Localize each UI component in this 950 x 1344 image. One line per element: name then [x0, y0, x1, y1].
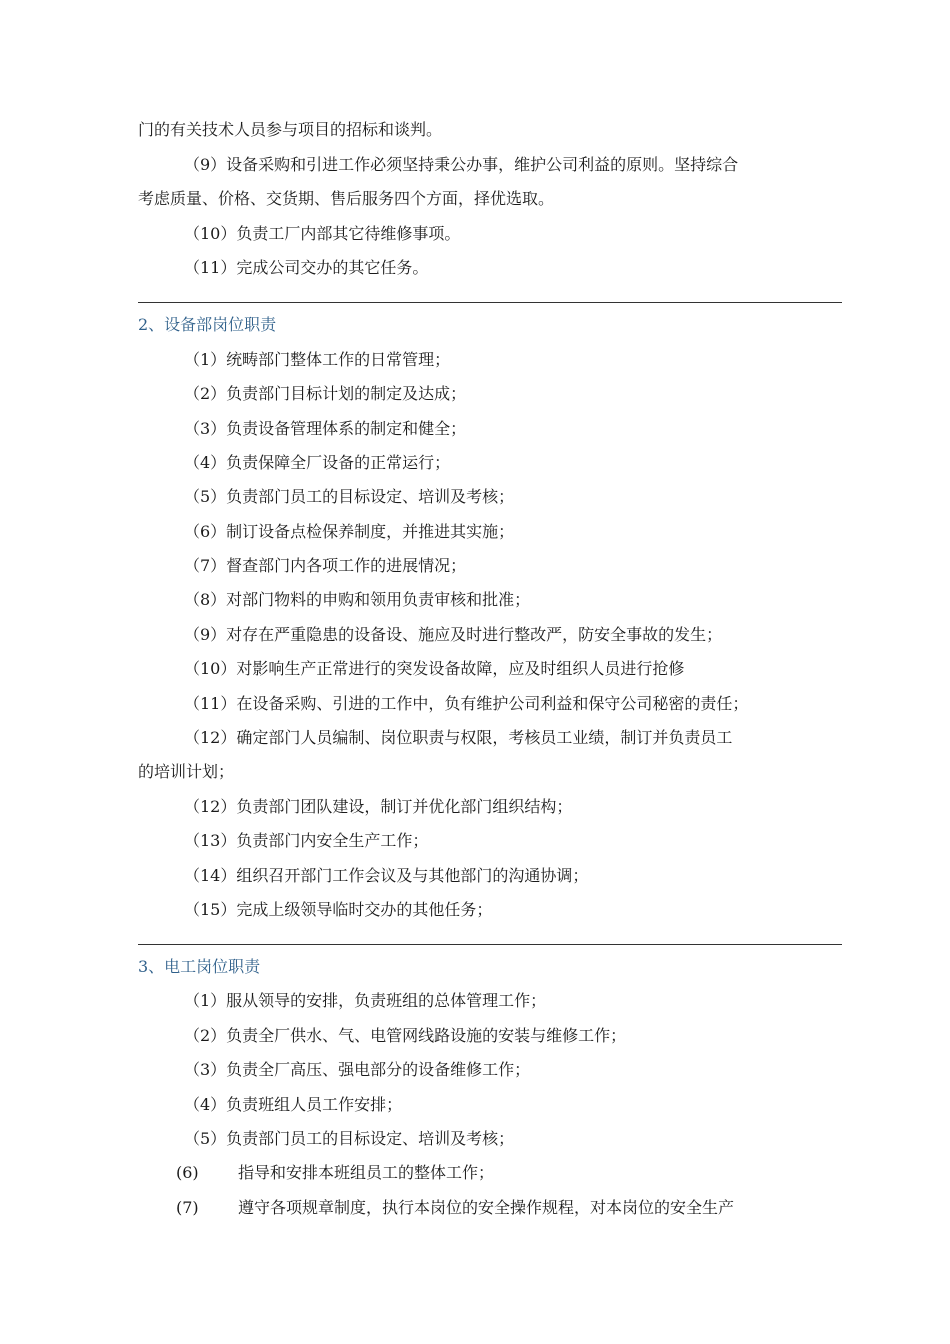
list-item: （5）负责部门员工的目标设定、培训及考核；	[184, 1129, 515, 1148]
list-item: （12）负责部门团队建设，制订并优化部门组织结构；	[184, 797, 573, 816]
numbered-item	[176, 1198, 734, 1218]
list-item: （15）完成上级领导临时交办的其他任务；	[184, 900, 493, 919]
list-item: （1）服从领导的安排，负责班组的总体管理工作；	[184, 991, 547, 1010]
item-text: 指导和安排本班组员工的整体工作；	[238, 1163, 495, 1182]
list-item: （13）负责部门内安全生产工作；	[184, 831, 429, 850]
list-item: （6）制订设备点检保养制度，并推进其实施；	[184, 522, 515, 541]
list-item: （3）负责全厂高压、强电部分的设备维修工作；	[184, 1060, 531, 1079]
paragraph-line: 门的有关技术人员参与项目的招标和谈判。	[138, 120, 443, 139]
paragraph-line: （10）负责工厂内部其它待维修事项。	[184, 224, 461, 243]
list-item: （7）督查部门内各项工作的进展情况；	[184, 556, 467, 575]
item-number: (7)	[176, 1198, 199, 1217]
section-divider	[138, 944, 842, 945]
list-item-continuation: 的培训计划；	[138, 762, 235, 781]
section-heading: 3、电工岗位职责	[138, 957, 261, 976]
list-item: （3）负责设备管理体系的制定和健全；	[184, 419, 467, 438]
list-item: （2）负责全厂供水、气、电管网线路设施的安装与维修工作；	[184, 1026, 627, 1045]
list-item: （14）组织召开部门工作会议及与其他部门的沟通协调；	[184, 866, 589, 885]
item-text: 遵守各项规章制度，执行本岗位的安全操作规程，对本岗位的安全生产	[238, 1198, 735, 1217]
section-divider	[138, 302, 842, 303]
list-item: （5）负责部门员工的目标设定、培训及考核；	[184, 487, 515, 506]
list-item: （9）对存在严重隐患的设备设、施应及时进行整改严，防安全事故的发生；	[184, 625, 723, 644]
list-item: （10）对影响生产正常进行的突发设备故障，应及时组织人员进行抢修	[184, 659, 685, 678]
list-item: （1）统畴部门整体工作的日常管理；	[184, 350, 451, 369]
paragraph-line: （11）完成公司交办的其它任务。	[184, 258, 429, 277]
item-number: (6)	[176, 1163, 199, 1182]
list-item: （8）对部门物料的申购和领用负责审核和批准；	[184, 590, 531, 609]
paragraph-line: 考虑质量、价格、交货期、售后服务四个方面，择优选取。	[138, 189, 555, 208]
list-item: （12）确定部门人员编制、岗位职责与权限，考核员工业绩，制订并负责员工	[184, 728, 733, 747]
section-heading: 2、设备部岗位职责	[138, 315, 277, 334]
numbered-item	[176, 1163, 494, 1183]
list-item: （4）负责保障全厂设备的正常运行；	[184, 453, 451, 472]
paragraph-line: （9）设备采购和引进工作必须坚持秉公办事，维护公司利益的原则。坚持综合	[184, 155, 739, 174]
list-item: （11）在设备采购、引进的工作中，负有维护公司利益和保守公司秘密的责任；	[184, 694, 749, 713]
list-item: （4）负责班组人员工作安排；	[184, 1095, 403, 1114]
list-item: （2）负责部门目标计划的制定及达成；	[184, 384, 467, 403]
